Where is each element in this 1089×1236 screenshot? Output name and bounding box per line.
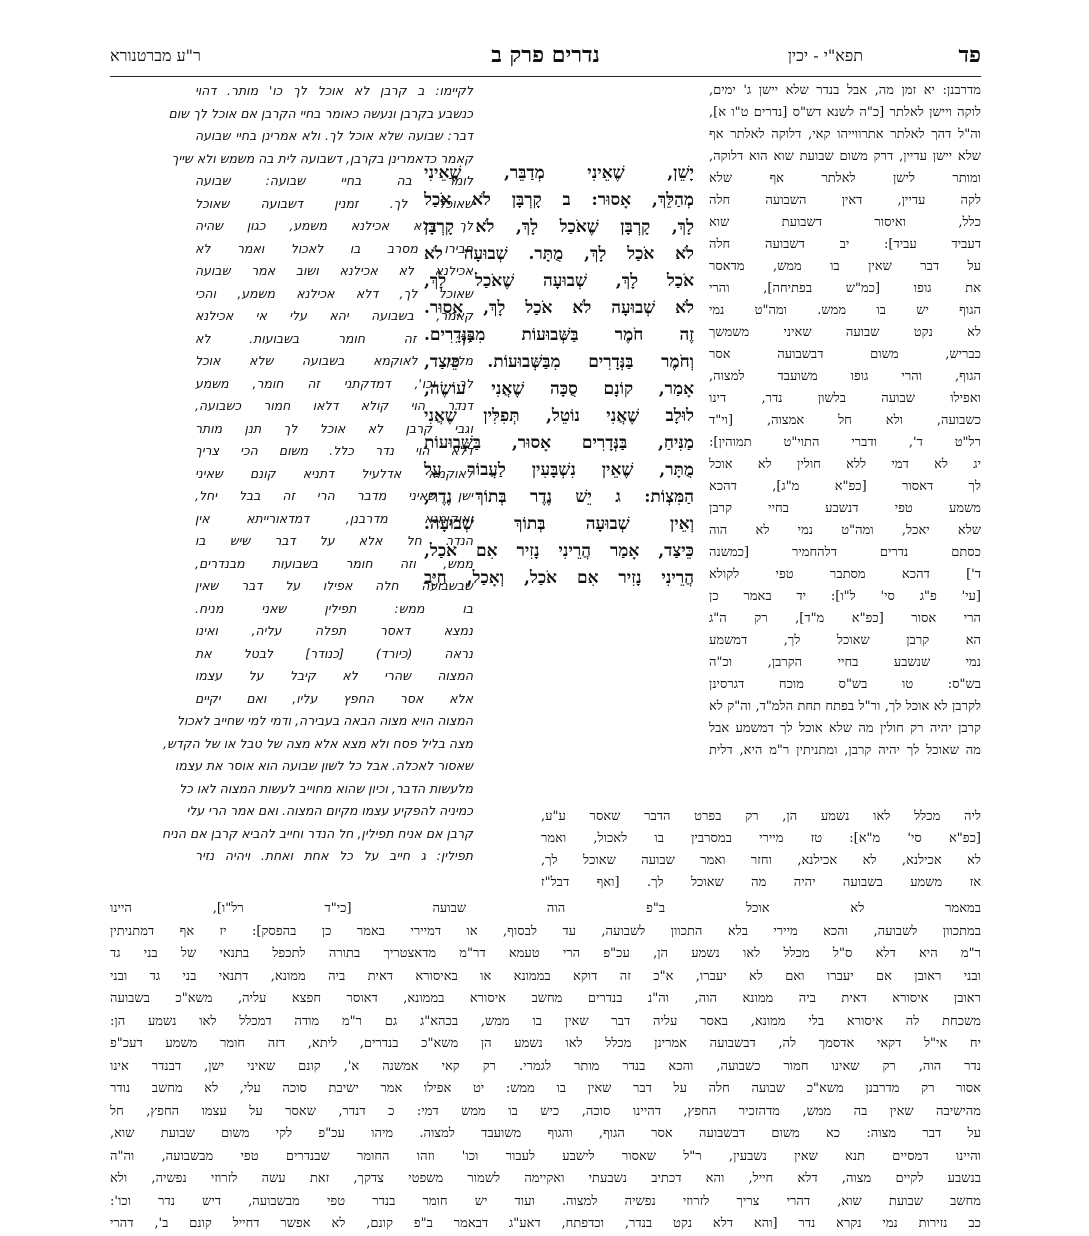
text-line: מהישיבה שאין בה ממש, מדהזכיר החפץ, דהיינו סוכה, כיש בו ממש דמי: כ דנדר, שאסר על עצמו החפץ, חל	[110, 1103, 981, 1119]
text-line: את גופו [כמ"ש בפתיחה], והרי	[709, 281, 981, 296]
text-line: לך: זה חומר בשבועות. לא	[195, 330, 473, 346]
text-line: המצוה הויא מצוה הבאה בעבירה, ודמי למי שחייב לאכול	[176, 713, 473, 728]
text-line: ובני ראובן אם יעברו ואם לא יעברו, א"כ זה דוקא בממונא או באיסורא דאית ביה ממונא, דתנאי בני גד ובני	[110, 968, 981, 984]
text-line: אז משמע בשבועה יהיה מה שאוכל לך. [ואף דבל"ז	[541, 875, 981, 890]
text-line: לקה עדיין, דאין השבועה חלה	[709, 193, 981, 208]
text-line: נמצא דאסר תפלה עליה, ואינו	[195, 623, 473, 638]
text-line: כשבועה, ולא חל אמצוה, [וי"ד	[709, 413, 981, 428]
text-line: המצוה שהרי לא קיבל על עצמו	[195, 668, 473, 683]
text-line: יג לא דמי ללא חולין לא אוכל	[709, 457, 981, 472]
text-line: ליה מכלל לאו נשמע הן, רק בפרט הדבר שאסר ע"ע,	[541, 809, 981, 824]
text-line: הרי אסור [כפ"א מ"ד], רק ה"ג	[709, 611, 981, 626]
text-line: קאמר, בשבועה יהא עלי אי אכילנא	[195, 308, 473, 323]
text-line: לקרבן לא אוכל לך, ור"ל בפתח תחת הלמ"ד, וה"ק לא	[709, 699, 981, 714]
text-line: מחשב שבועת שוא, דהרי צריך לזרוזי נפשיה למצוה. ועוד יש חומר בנדר טפי מבשבועה, דיש נדר וכו':	[110, 1193, 981, 1209]
text-line: לקיימו: ב קרבן לא אוכל לך כו' מותר. דהוי	[195, 83, 473, 98]
text-line: דעביד עביד]: יב דשבועה חלה	[709, 237, 981, 252]
text-line: בש"ס: טו בש"ס מוכח דגרסינן	[709, 677, 981, 692]
text-line: לֹא אֹכַל לָךְ, מֻתָּר. שְׁבוּעָה לֹא	[424, 244, 694, 264]
tiferet-yisrael-bottom	[110, 898, 981, 1231]
text-line: מְהַלֵּךְ, אָסוּר: ב קָרְבָּן לֹא אֹכַל	[424, 190, 694, 210]
text-line: לוקה ויישן לאלתר [כ"ה לשנא דש"ס [נדרים ט"ו א],	[709, 105, 981, 120]
text-line: לאוקמא אדלעיל דתניא קונם שאיני	[195, 465, 473, 481]
text-line: שאוכל לך. זמנין דשבועה שאוכל	[195, 195, 473, 211]
text-line: הגוף, והרי גופו משועבד למצוה,	[709, 369, 981, 384]
text-line: משכחת לה איסורא בלי ממונא, באסר עליה דבר שאין בו ממש, בכהא"ג גם ר"מ מודה דמכלל לאו נשמע הן:	[110, 1013, 981, 1029]
text-line: מַנִּיחַ, בַּנְּדָרִים אָסוּר, בַּשְּׁבוּעוֹת	[424, 433, 694, 453]
text-line: נמי שנשבע בחיי הקרבן, וכ"ה	[709, 655, 981, 670]
text-line: משמע טפי דנשבע בחיי קרבן	[709, 501, 981, 516]
text-line: לא נקט שבועה שאיני משמשך	[709, 325, 981, 340]
text-line: הנדר חל אלא על דבר שיש בו	[195, 533, 473, 548]
text-line: במאמר לא אוכל ב"פ הוה שבועה [כי"ד רל"ו], היינו	[110, 901, 981, 916]
text-line: לָךְ, קָרְבָּן שֶׁאֹכַל לָךְ, לֹא קָרְבָּן	[424, 217, 694, 237]
text-line: [עי' פ"ג סי' ל"ו]: יד באמר כן	[709, 589, 981, 604]
text-line: אסור רק מדרבנן משא"כ שבועה חלה על דבר שאין בו ממש: יט אפילו אמר ישיבת סוכה עלי, לא מחשב נודר	[110, 1081, 981, 1096]
text-line: הא קרבן שאוכל לך, דמשמע	[709, 633, 981, 648]
text-line: ראובן איסורא דאית ביה ממונא הוה, וה"נ בנדרים מחשב איסורא בממונא, דאוסר חפצא עליה, משא"כ בשבועה	[110, 991, 981, 1006]
text-line: זֶה חֹמֶר בַּשְּׁבוּעוֹת מִבַּנְּדָרִים.	[424, 325, 694, 345]
text-line: וְאֵין שְׁבוּעָה בְּתוֹךְ שְׁבוּעָה.	[424, 514, 694, 534]
text-line: שאוכל לך, דלא אכילנא משמע, והכי	[195, 285, 473, 301]
text-line: והיינו דמסיים תנא שאין נשבעין, ר"ל שאסור לישבע לעבור וכו' וזהו החומר שבנדרים טפי מבשבועה, וה"ה	[110, 1148, 981, 1164]
text-line: מלעשות הדבר, וכיון שהוא מחוייב לעשות המצוה לאו כל	[179, 780, 473, 796]
text-line: במתכוון לשבועה, והכא מיירי בלא התכוון לשבועה, עד לבסוף, או דמיירי באמר כן בהפסק]: יז אף דמתניתין	[110, 923, 981, 939]
text-line: מלינן לאוקמא בשבועה שלא אוכל	[195, 353, 473, 368]
text-line: קרבן אם אניח תפילין, חל הנדר וחייב להביא קרבן אם הניח	[161, 825, 473, 841]
text-line: ממש, וזה חומר בשבועות מבנדרים,	[195, 555, 473, 571]
text-line: קאמר כדאמרינן בקרבן, דשבועה לית בה משמש ולא שייך	[171, 150, 473, 166]
text-line: דבר: שבועה שלא אוכל לך. ולא אמרינן בחיי שבועה	[195, 128, 473, 143]
text-line: נדר הוה, רק שאינו חמור כשבועה, והכא בנדר מותר לגמרי. רק קאי אמשנה א', קונם שאיני ישן, דבנדר אינו	[110, 1058, 981, 1074]
text-line: מצה בליל פסח ולא מצא אלא מצה של טבל או של הקדש,	[163, 735, 473, 751]
tiferet-yisrael-continuation	[541, 806, 981, 896]
header-commentary-bartenura: ר"ע מברטנורא	[110, 46, 201, 65]
text-line: הגוף יש בו ממש. ומה"ט נמי	[709, 303, 981, 318]
text-line: בו ממש: תפילין שאני מניח.	[195, 600, 473, 616]
text-line: לֹא שְׁבוּעָה לֹא אֹכַל לָךְ, אָסוּר.	[424, 298, 694, 318]
text-line: לוּלָב שֶׁאֲנִי נוֹטֵל, תְּפִלִּין שֶׁאֲנִי	[424, 406, 694, 426]
text-line: ומותר לישן לאלתר אף שלא	[709, 171, 981, 186]
text-line: דנדר הוי קולא דלאו חמור כשבועה,	[195, 398, 473, 413]
tiferet-yisrael-column	[709, 80, 981, 782]
text-line: לך דלא אכילנא משמע, כגון שהיה	[195, 218, 473, 233]
text-line: ואפילו שבועה בלשון נדר, דינו	[709, 391, 981, 406]
text-line: שלא יאכל, ומה"ט נמי לא הוה	[709, 523, 981, 538]
text-line: ואוקימנא מדרבנן, דמדאורייתא אין	[195, 510, 473, 526]
text-line: מֻתָּר, שֶׁאֵין נִשְׁבָּעִין לַעֲבוֹר עַל	[424, 460, 694, 480]
bartenura-column	[161, 80, 473, 863]
text-line: וְחֹמֶר בַּנְּדָרִים מִבַּשְּׁבוּעוֹת. כֵּיצַד,	[424, 352, 694, 372]
text-line: יָשֵׁן, שֶׁאֵינִי מְדַבֵּר, שֶׁאֵינִי	[424, 163, 694, 183]
text-line: על דבר שאין בו ממש, מדאסר	[709, 259, 981, 274]
text-line: מה שאוכל לך יהיה קרבן, ומתניתין ר"מ היא, דלית	[709, 743, 981, 758]
page-title: נדרים פרק ב	[491, 42, 600, 68]
header-commentary-yachin: תפא"י - יכין	[787, 46, 863, 65]
text-line: לך וכו', דמדקתני זה חומר, משמע	[195, 375, 473, 391]
text-line: יח אי"ל דקאי אדסמך לה, דבשבועה אמרינן מכלל לאו נשמע הן משא"כ בנדרים, ליתא, דזה חומר משמע דעכ"פ	[110, 1036, 981, 1051]
text-line: ד'] דהכא מסתבר טפי לקולא	[709, 567, 981, 582]
text-line: שאסור לאכלה. אבל כל לשון שבועה הוא אוסר את עצמו	[174, 758, 473, 773]
text-line: הַמִּצְוֹת: ג יֵשׁ נֶדֶר בְּתוֹךְ נֶדֶר,	[424, 487, 694, 507]
text-line: אֹכַל לָךְ, שְׁבוּעָה שֶׁאֹכַל לָךְ,	[424, 271, 694, 291]
text-line: נראה (כיורד) [כנודר] לבטל את	[195, 645, 473, 661]
text-line: דלא הוי נדר כלל. משום הכי צריך	[195, 443, 473, 458]
text-line: אלא אסר החפץ עליו, ואם יקיים	[195, 690, 473, 706]
text-line: ר"מ היא דלא ס"ל מכלל לאו נשמע הן, עכ"פ הרי טעמא דר"מ מדאצטריך בתורה לתכפל בתנאי של בני גד	[110, 946, 981, 961]
text-line: ישן שאיני מדבר הרי זה בבל יחל,	[195, 488, 473, 503]
text-line: לומר בה בחיי שבועה: שבועה	[195, 173, 473, 188]
header-rule	[110, 76, 981, 77]
text-line: בנשבע לקיים מצוה, דלא חייל, והא דכתיב נשבעתי ואקיימה לשמור משפטי צדקך, זאת עשה לזרוזי נפשיה, ולא	[110, 1171, 981, 1186]
text-line: לא אכילנא, לא אכילנא, וחזר ואמר שבועה שאוכל לך,	[541, 853, 981, 868]
text-line: וגבי קרבן לא אוכל לך תנן מותר	[195, 420, 473, 436]
text-line: כב נזירות נמי נקרא נדר [והא דלא נקט בנדר, וכדפתח, דאע"ג דבאמר ב"פ קונם, לא אפשר דחייל קונם ב', דהרי	[110, 1216, 981, 1231]
text-line: שלא יישן עדיין, דרק משום שבועת שוא הוא דלוקה,	[709, 149, 981, 164]
text-line: הֲרֵינִי נָזִיר אִם אֹכַל, וְאָכַל, חַיָּב	[424, 568, 694, 588]
text-line: [כפ"א סי' מ"א]: טז מיירי במסרבין בו לאכול, ואמר	[541, 831, 981, 846]
text-line: מדרבנן: יא זמן מה, אבל בנדר שלא יישן ג' ימים,	[709, 83, 981, 98]
page-number: פד	[958, 42, 981, 68]
text-line: אָמַר, קוֹנָם סֻכָּה שֶׁאֲנִי עוֹשֶׂה,	[424, 379, 694, 399]
text-line: קרבן יהיה רק חולין מה שלא אוכל לך דמשמע אבל	[709, 721, 981, 736]
text-line: כלל, ואיסור דשבועת שוא	[709, 215, 981, 230]
text-line: כבריש, משום דבשבועה אסר	[709, 347, 981, 362]
text-line: כֵּיצַד, אָמַר הֲרֵינִי נָזִיר אִם אֹכַל,	[424, 541, 694, 561]
text-line: וה"ל דהך לאלתר אתרווייהו קאי, דלוקה לאלתר אף	[709, 127, 981, 142]
page-header	[110, 42, 981, 76]
text-line: תפילין: ג חייב על כל אחת ואחת. ויהיה נזיר	[195, 848, 473, 863]
text-line: חבירו מסרב בו לאכול ואמר לא	[195, 240, 473, 256]
text-line: רל"ט ד', ודברי התוי"ט תמוהין]:	[709, 435, 981, 450]
text-line: כנשבע בקרבן ונעשה כאומר בחיי הקרבן אם אוכל לך שום	[168, 105, 473, 121]
text-line: כמיניה להפקיע עצמו מקיום המצוה. ואם אמר הרי עלי	[186, 803, 473, 818]
text-line: אכילנא לא אכילנא ושוב אמר שבועה	[195, 263, 473, 278]
text-line: לך דאסור [כפ"א מ"ג], דהכא	[709, 479, 981, 494]
text-line: כסתם נדרים דלהחמיר [כמשנה	[709, 545, 981, 560]
text-line: שבשבועה חלה אפילו על דבר שאין	[195, 578, 473, 593]
text-line: על דבר מצוה: כא משום דבשבועה אסר הגוף, והגוף משועבד למצוה. מיהו עכ"פ לקי משום שבועת שוא,	[110, 1126, 981, 1141]
